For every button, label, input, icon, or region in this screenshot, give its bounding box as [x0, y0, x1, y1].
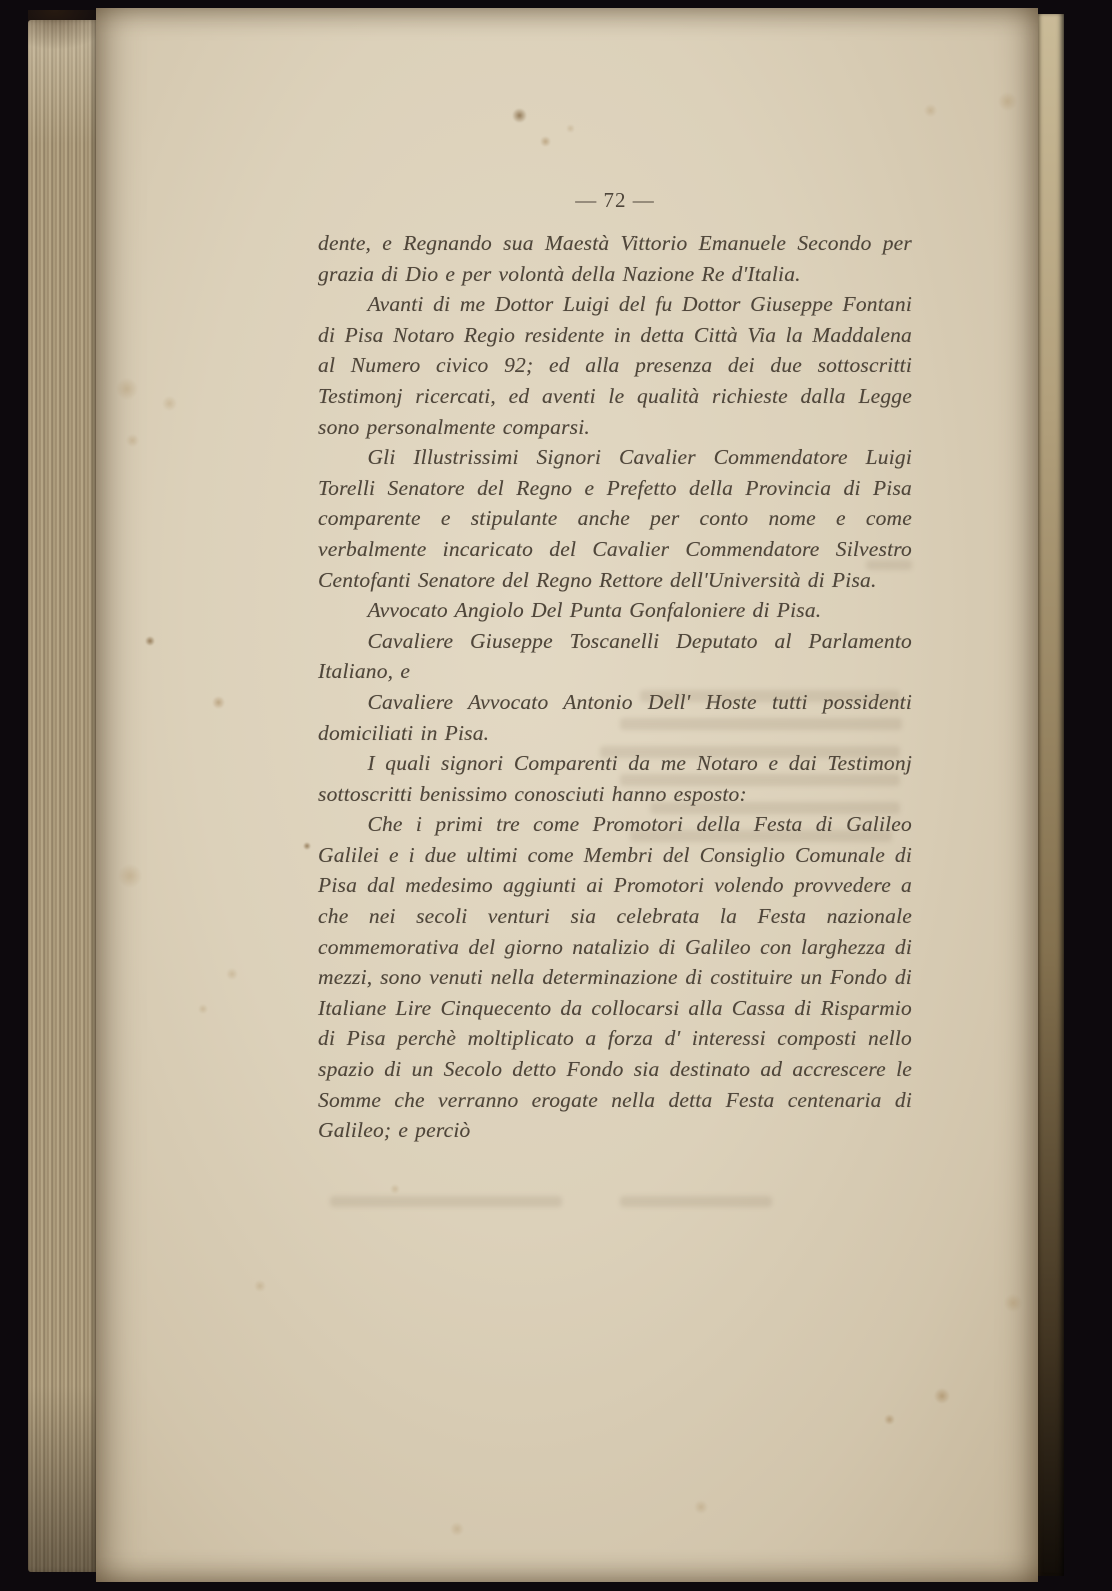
paragraph: Che i primi tre come Promotori della Festa di Galileo Galilei e i due ultimi come Membri del Consiglio Comunale di Pisa dal medesimo aggiunti ai Promotori volendo provvedere a che nei secoli venturi sia celebrata la Festa nazionale commemorativa del giorno natalizio di Galileo con larghezza di mezzi, sono venuti nella determinazione di costituire un Fondo di Italiane Lire Cinquecento da collocarsi alla Cassa di Risparmio di Pisa perchè moltiplicato a forza d' interessi composti nello spazio di un Secolo detto Fondo sia destinato ad accrescere le Somme che verranno erogate nella detta Festa centenaria di Galileo; e perciò	[318, 812, 912, 1143]
paragraph: dente, e Regnando sua Maestà Vittorio Emanuele Secondo per grazia di Dio e per volontà della Nazione Re d'Italia.	[318, 231, 912, 286]
paragraph: Cavaliere Avvocato Antonio Dell' Hoste tutti possidenti domiciliati in Pisa.	[318, 689, 912, 745]
book-page	[96, 8, 1038, 1582]
showthrough-ink	[330, 1196, 562, 1207]
showthrough-ink	[620, 1196, 772, 1207]
page-number: — 72 —	[575, 188, 655, 212]
paragraph: Avvocato Angiolo Del Punta Gonfaloniere di Pisa.	[367, 598, 822, 623]
paragraph: Cavaliere Giuseppe Toscanelli Deputato al Parlamento Italiano, e	[318, 628, 912, 684]
adjacent-page-edge	[1038, 14, 1064, 1576]
paragraph: I quali signori Comparenti da me Notaro e dai Testimonj sottoscritti benissimo conosciuti hanno esposto:	[318, 751, 912, 806]
page-text	[318, 188, 912, 1146]
book-fore-edge	[28, 20, 98, 1572]
paragraph: Gli Illustrissimi Signori Cavalier Commendatore Luigi Torelli Senatore del Regno e Prefetto della Provincia di Pisa comparente e stipulante anche per conto nome e come verbalmente incaricato del Cavalier Commendatore Silvestro Centofanti Senatore del Regno Rettore dell'Università di Pisa.	[318, 445, 912, 592]
paragraph: Avanti di me Dottor Luigi del fu Dottor Giuseppe Fontani di Pisa Notaro Regio residente in detta Città Via la Maddalena al Numero civico 92; ed alla presenza dei due sottoscritti Testimonj ricercati, ed aventi le qualità richieste dalla Legge sono personalmente comparsi.	[318, 292, 912, 439]
